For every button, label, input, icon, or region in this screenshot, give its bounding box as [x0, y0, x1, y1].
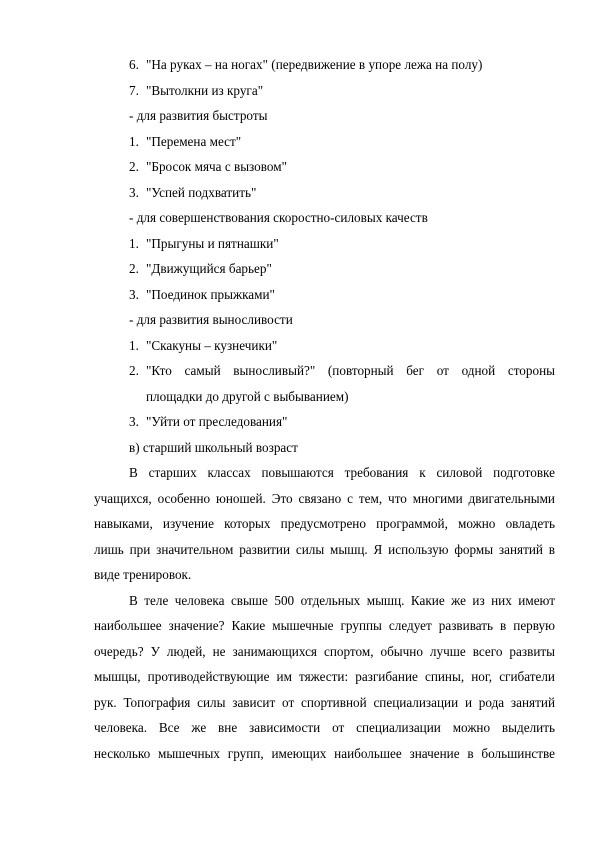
paragraph-line: человека. Все же вне зависимости от специализации можно выделить	[94, 720, 555, 735]
paragraph-line: несколько мышечных групп, имеющих наибольшее значение в большинстве	[94, 746, 555, 761]
list-item-text: "Вытолкни из круга"	[146, 83, 264, 98]
list-item-number: 3.	[129, 414, 139, 429]
section-heading: в) старший школьный возраст	[129, 440, 298, 455]
list-item-number: 2.	[129, 159, 139, 174]
list-item-text: "Уйти от преследования"	[146, 414, 288, 429]
list-item-number: 3.	[129, 185, 139, 200]
subheading-power: - для совершенствования скоростно-силовых качеств	[129, 210, 428, 225]
list-item-text: "Прыгуны и пятнашки"	[146, 236, 279, 251]
list-item-text: "Бросок мяча с вызовом"	[146, 159, 287, 174]
list-item-text: "Скакуны – кузнечики"	[146, 338, 278, 353]
list-item-number: 1.	[129, 338, 139, 353]
list-item-number: 3.	[129, 287, 139, 302]
list-item-text: "На руках – на ногах" (передвижение в упоре лежа на полу)	[146, 57, 483, 72]
paragraph-line: рук. Топография силы зависит от спортивной специализации и рода занятий	[94, 695, 555, 710]
paragraph-line: очередь? У людей, не занимающихся спортом, обычно лучше всего развиты	[94, 644, 555, 659]
subheading-endurance: - для развития выносливости	[129, 312, 293, 327]
paragraph-line: мышцы, противодействующие им тяжести: разгибание спины, ног, сгибатели	[94, 669, 555, 684]
list-item-text: "Успей подхватить"	[146, 185, 257, 200]
list-item-number: 1.	[129, 236, 139, 251]
paragraph-line: В старших классах повышаются требования к силовой подготовке	[129, 465, 555, 480]
paragraph-line: лишь при значительном развитии силы мышц. Я использую формы занятий в	[94, 542, 555, 557]
paragraph-line: учащихся, особенно юношей. Это связано с тем, что многими двигательными	[94, 491, 555, 506]
list-item-number: 2.	[129, 261, 139, 276]
list-item-number: 2.	[129, 363, 139, 378]
list-item-number: 7.	[129, 83, 139, 98]
list-item-text: "Кто самый выносливый?" (повторный бег от одной стороны	[146, 363, 555, 378]
subheading-speed: - для развития быстроты	[129, 108, 268, 123]
list-item-text: "Поединок прыжками"	[146, 287, 275, 302]
list-item-text: "Перемена мест"	[146, 134, 242, 149]
list-item-text-continuation: площадки до другой с выбыванием)	[146, 389, 349, 404]
paragraph-line: наибольшее значение? Какие мышечные группы следует развивать в первую	[94, 618, 555, 633]
list-item-number: 1.	[129, 134, 139, 149]
list-item-text: "Движущийся барьер"	[146, 261, 272, 276]
paragraph-line: виде тренировок.	[94, 567, 192, 582]
paragraph-line: В теле человека свыше 500 отдельных мышц. Какие же из них имеют	[129, 593, 555, 608]
paragraph-line: навыками, изучение которых предусмотрено программой, можно овладеть	[94, 516, 555, 531]
list-item-number: 6.	[129, 57, 139, 72]
